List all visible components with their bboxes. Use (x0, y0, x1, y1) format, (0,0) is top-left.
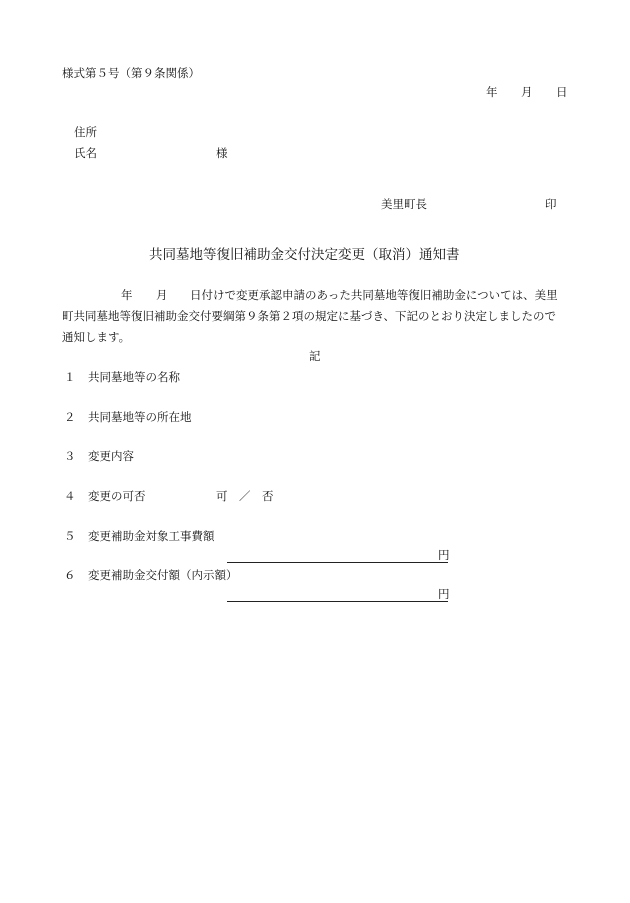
item-2-label: 共同墓地等の所在地 (88, 410, 192, 424)
item-4-options: 可 ／ 否 (216, 489, 274, 503)
issuer-name: 美里町長 (381, 197, 427, 211)
date-day: 日 (556, 85, 568, 99)
item-5-unit: 円 (438, 548, 450, 562)
item-4-number: ４ (64, 489, 76, 503)
body-line1: 日付けで変更承認申請のあった共同墓地等復旧補助金については、美里 (190, 288, 558, 302)
ki-heading: 記 (309, 349, 321, 363)
date-month: 月 (521, 85, 533, 99)
form-number-label: 様式第５号（第９条関係） (62, 66, 200, 80)
item-5-label: 変更補助金対象工事費額 (88, 529, 215, 543)
body-year: 年 (121, 288, 133, 302)
seal-mark: 印 (545, 197, 557, 211)
address-label: 住所 (74, 125, 97, 139)
date-year: 年 (486, 85, 498, 99)
item-6-number: ６ (64, 568, 76, 582)
honorific: 様 (216, 146, 228, 160)
name-label: 氏名 (74, 146, 97, 160)
item-1-number: １ (64, 370, 76, 384)
item-5-amount-line (227, 562, 448, 563)
item-6-label: 変更補助金交付額（内示額） (88, 568, 238, 582)
item-3-label: 変更内容 (88, 449, 134, 463)
body-month: 月 (156, 288, 168, 302)
item-6-unit: 円 (438, 587, 450, 601)
item-6-amount-line (227, 601, 448, 602)
item-2-number: ２ (64, 410, 76, 424)
item-5-number: ５ (64, 529, 76, 543)
document-title: 共同墓地等復旧補助金交付決定変更（取消）通知書 (149, 247, 460, 263)
item-4-label: 変更の可否 (88, 489, 146, 503)
body-line3: 通知します。 (62, 330, 131, 344)
item-3-number: ３ (64, 449, 76, 463)
item-1-label: 共同墓地等の名称 (88, 370, 180, 384)
body-line2: 町共同墓地等復旧補助金交付要綱第９条第２項の規定に基づき、下記のとおり決定しましたので (62, 309, 557, 323)
